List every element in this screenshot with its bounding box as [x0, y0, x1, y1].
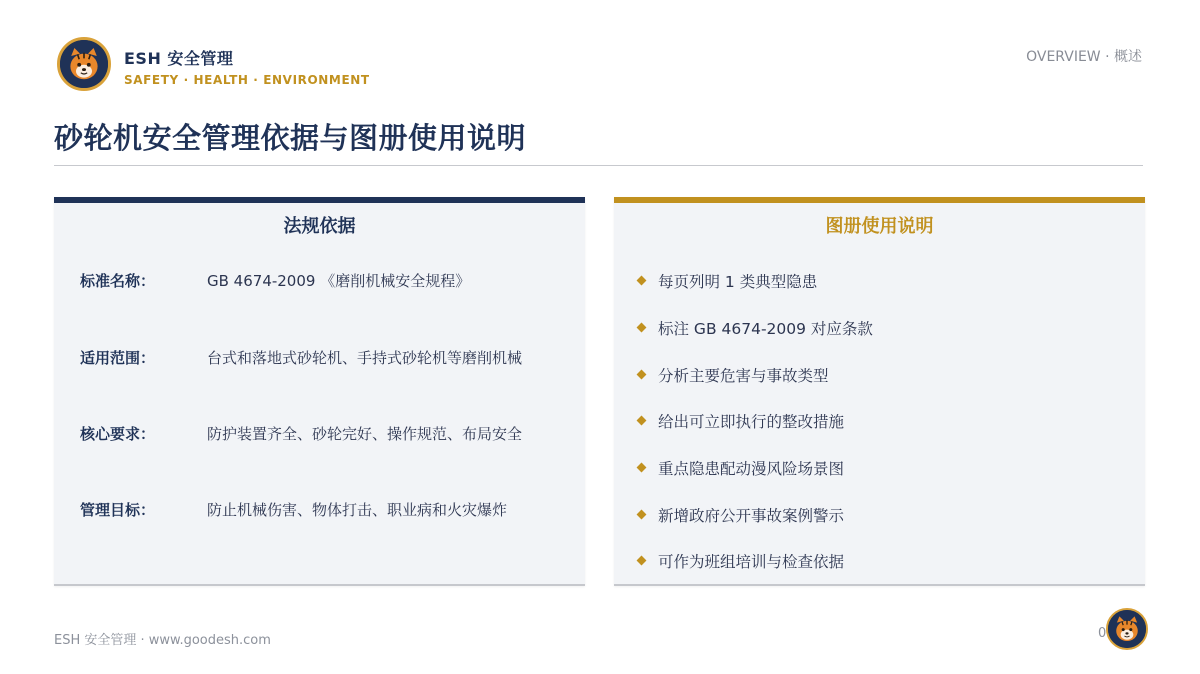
title-divider: [54, 165, 1143, 166]
regulation-row: [80, 499, 570, 523]
regulation-value: 台式和落地式砂轮机、手持式砂轮机等磨削机械: [207, 349, 523, 367]
regulation-label: 管理目标：: [80, 501, 156, 519]
footer-text: ESH 安全管理 · www.goodesh.com: [54, 633, 271, 648]
regulation-value: 防止机械伤害、物体打击、职业病和火灾爆炸: [207, 501, 508, 519]
usage-item-text: 分析主要危害与事故类型: [658, 367, 829, 385]
usage-item-text: 给出可立即执行的整改措施: [658, 413, 845, 431]
regulation-row: [80, 423, 570, 447]
diamond-bullet-icon: [637, 370, 647, 380]
page-title: 砂轮机安全管理依据与图册使用说明: [54, 121, 527, 155]
regulation-value: GB 4674-2009 《磨削机械安全规程》: [207, 272, 471, 290]
diamond-bullet-icon: [637, 556, 647, 566]
diamond-bullet-icon: [637, 276, 647, 286]
usage-panel: [614, 197, 1145, 586]
regulation-row: [80, 270, 570, 294]
usage-item-text: 每页列明 1 类典型隐患: [658, 273, 818, 291]
tiger-logo-icon: [1106, 608, 1148, 650]
brand-subtitle: SAFETY · HEALTH · ENVIRONMENT: [124, 73, 370, 87]
page-number: 0: [1098, 626, 1107, 641]
regulation-label: 核心要求：: [80, 425, 156, 443]
regulations-panel: [54, 197, 585, 586]
diamond-bullet-icon: [637, 463, 647, 473]
usage-item-text: 可作为班组培训与检查依据: [658, 553, 845, 571]
diamond-bullet-icon: [637, 510, 647, 520]
regulation-label: 适用范围：: [80, 349, 156, 367]
section-label: OVERVIEW · 概述: [1026, 49, 1142, 65]
diamond-bullet-icon: [637, 416, 647, 426]
regulation-label: 标准名称：: [80, 272, 156, 290]
regulations-title: 法规依据: [283, 216, 356, 237]
tiger-logo-icon: [57, 37, 111, 91]
regulation-value: 防护装置齐全、砂轮完好、操作规范、布局安全: [207, 425, 523, 443]
usage-item-text: 标注 GB 4674-2009 对应条款: [658, 320, 873, 338]
usage-title: 图册使用说明: [825, 216, 934, 237]
brand-title: ESH 安全管理: [124, 49, 234, 68]
usage-item-text: 重点隐患配动漫风险场景图: [658, 460, 845, 478]
regulation-row: [80, 347, 570, 371]
diamond-bullet-icon: [637, 323, 647, 333]
usage-item-text: 新增政府公开事故案例警示: [658, 507, 845, 525]
